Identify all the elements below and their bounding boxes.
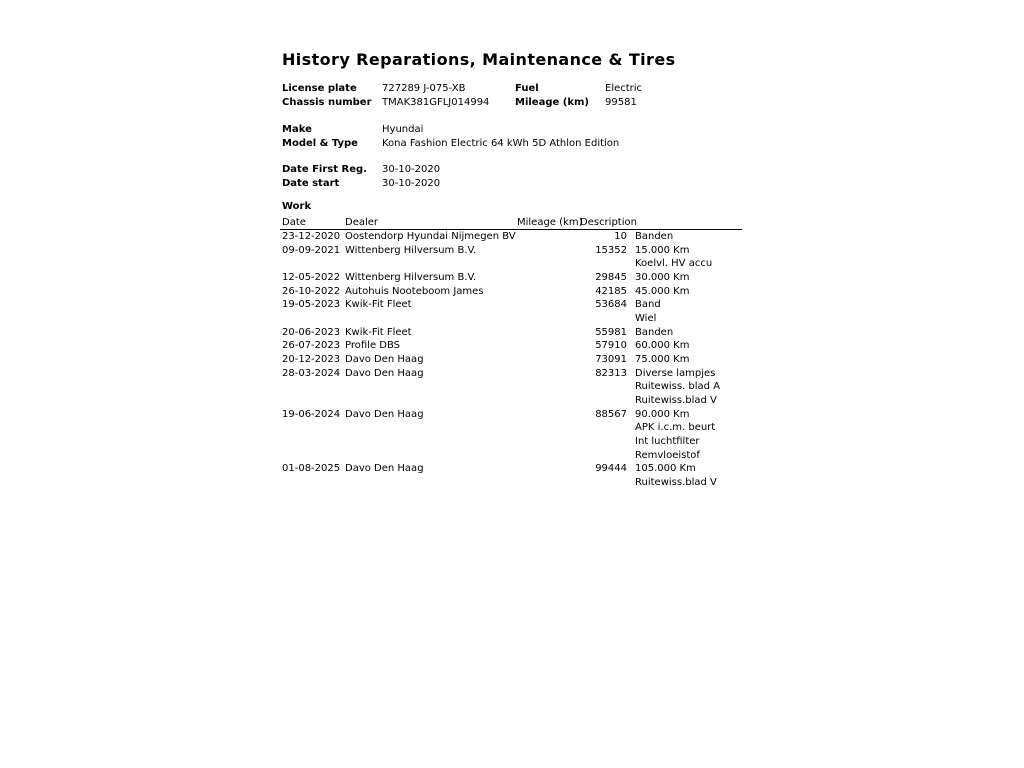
- row-dealer: Oostendorp Hyundai Nijmegen BV: [345, 231, 516, 242]
- description-line: Diverse lampjes: [635, 367, 716, 379]
- first-reg-value: 30-10-2020: [382, 164, 441, 175]
- table-row: [282, 353, 752, 367]
- page-title: History Reparations, Maintenance & Tires: [282, 50, 676, 69]
- make-label: Make: [282, 124, 312, 135]
- row-dealer: Davo Den Haag: [345, 367, 424, 379]
- row-mileage: 29845: [595, 271, 627, 283]
- row-mileage: 82313: [595, 367, 627, 379]
- date-start-value: 30-10-2020: [382, 178, 441, 189]
- table-row: [282, 326, 752, 340]
- mileage-value: 99581: [605, 97, 637, 108]
- header-date: Date: [282, 217, 306, 228]
- row-mileage: 53684: [595, 299, 627, 311]
- description-line: 90.000 Km: [635, 408, 690, 420]
- row-description: [635, 271, 689, 285]
- row-mileage: 99444: [595, 463, 627, 475]
- description-line: Remvloeistof: [635, 449, 700, 461]
- description-line: APK i.c.m. beurt: [635, 422, 716, 434]
- description-line: Int luchtfilter: [635, 435, 700, 447]
- table-row: [282, 408, 752, 463]
- description-line: Banden: [635, 326, 674, 338]
- row-dealer: Wittenberg Hilversum B.V.: [345, 271, 477, 283]
- model-label: Model & Type: [282, 138, 358, 149]
- make-value: Hyundai: [382, 124, 424, 135]
- row-mileage: 73091: [595, 353, 627, 365]
- description-line: 15.000 Km: [635, 244, 690, 256]
- row-date: 20-12-2023: [282, 353, 341, 365]
- header-mileage: Mileage (km): [517, 217, 583, 228]
- row-date: 26-07-2023: [282, 340, 341, 352]
- table-row: [282, 339, 752, 353]
- chassis-value: TMAK381GFLJ014994: [382, 97, 490, 108]
- fuel-label: Fuel: [515, 83, 539, 94]
- chassis-label: Chassis number: [282, 97, 372, 108]
- row-dealer: Wittenberg Hilversum B.V.: [345, 244, 477, 256]
- row-description: [635, 339, 689, 353]
- description-line: Koelvl. HV accu: [635, 258, 713, 270]
- row-date: 12-05-2022: [282, 271, 341, 283]
- row-dealer: Profile DBS: [345, 340, 401, 352]
- description-line: Banden: [635, 231, 674, 242]
- row-description: [635, 285, 689, 299]
- row-mileage: 57910: [595, 340, 627, 352]
- row-dealer: Davo Den Haag: [345, 353, 424, 365]
- table-row: [282, 271, 752, 285]
- row-date: 19-06-2024: [282, 408, 341, 420]
- row-mileage: 42185: [595, 285, 627, 297]
- table-row: [282, 230, 752, 244]
- mileage-label: Mileage (km): [515, 97, 589, 108]
- row-dealer: Kwik-Fit Fleet: [345, 326, 412, 338]
- table-row: [282, 462, 752, 489]
- row-mileage: 10: [614, 231, 627, 242]
- row-dealer: Autohuis Nooteboom James: [345, 285, 484, 297]
- row-date: 28-03-2024: [282, 367, 341, 379]
- fuel-value: Electric: [605, 83, 643, 94]
- row-description: [635, 353, 689, 367]
- work-section-label: Work: [282, 201, 312, 212]
- row-description: [635, 230, 673, 244]
- model-value: Kona Fashion Electric 64 kWh 5D Athlon Edition: [382, 138, 620, 149]
- row-description: [635, 326, 673, 340]
- row-date: 19-05-2023: [282, 299, 341, 311]
- description-line: 45.000 Km: [635, 285, 690, 297]
- row-mileage: 88567: [595, 408, 627, 420]
- row-date: 09-09-2021: [282, 244, 341, 256]
- work-table: [282, 230, 752, 489]
- row-description: [635, 367, 720, 408]
- row-dealer: Davo Den Haag: [345, 408, 424, 420]
- description-line: Ruitewiss. blad A: [635, 381, 721, 393]
- row-mileage: 55981: [595, 326, 627, 338]
- description-line: Ruitewiss.blad V: [635, 476, 717, 488]
- license-plate-value: 727289 J-075-XB: [382, 83, 466, 94]
- row-dealer: Davo Den Haag: [345, 463, 424, 475]
- first-reg-label: Date First Reg.: [282, 164, 367, 175]
- row-date: 23-12-2020: [282, 231, 341, 242]
- table-row: [282, 367, 752, 408]
- date-start-label: Date start: [282, 178, 340, 189]
- row-date: 01-08-2025: [282, 463, 341, 475]
- description-line: 30.000 Km: [635, 271, 690, 283]
- table-row: [282, 244, 752, 271]
- description-line: Wiel: [635, 312, 657, 324]
- row-date: 20-06-2023: [282, 326, 341, 338]
- row-mileage: 15352: [595, 244, 627, 256]
- license-plate-label: License plate: [282, 83, 357, 94]
- row-description: [635, 298, 661, 325]
- description-line: 105.000 Km: [635, 463, 696, 475]
- row-description: [635, 462, 717, 489]
- description-line: 60.000 Km: [635, 340, 690, 352]
- row-description: [635, 408, 715, 463]
- description-line: Ruitewiss.blad V: [635, 394, 717, 406]
- header-dealer: Dealer: [345, 217, 379, 228]
- row-description: [635, 244, 712, 271]
- header-description: Description: [580, 217, 637, 228]
- table-row: [282, 285, 752, 299]
- row-dealer: Kwik-Fit Fleet: [345, 299, 412, 311]
- description-line: 75.000 Km: [635, 353, 690, 365]
- row-date: 26-10-2022: [282, 285, 341, 297]
- table-row: [282, 298, 752, 325]
- description-line: Band: [635, 299, 661, 311]
